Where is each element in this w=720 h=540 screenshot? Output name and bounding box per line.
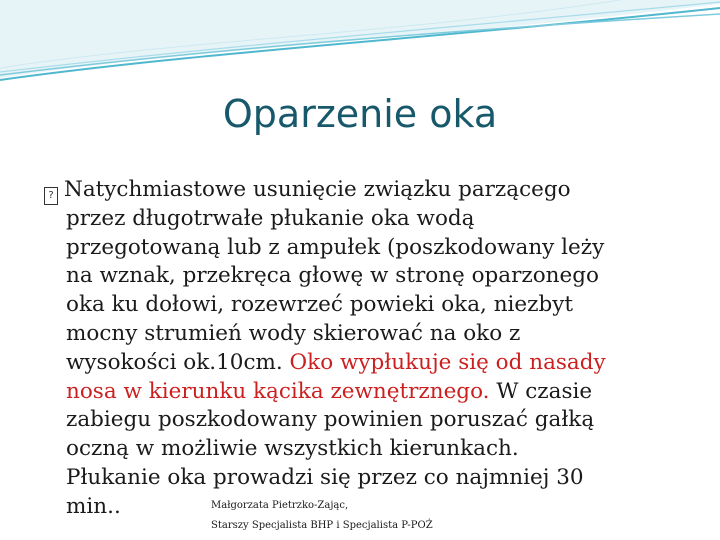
slide-body xyxy=(44,176,690,522)
body-line: Płukanie oka prowadzi się przez co najmniej 30 xyxy=(66,464,584,490)
author-role: Starszy Specjalista BHP i Specjalista P-POŻ xyxy=(211,520,433,531)
body-line: oka ku dołowi, rozewrzeć powieki oka, niezbyt xyxy=(66,292,574,318)
body-line: min.. xyxy=(66,493,121,519)
body-line xyxy=(44,349,690,378)
author-name: Małgorzata Pietrzko-Zając, xyxy=(211,500,349,511)
highlighted-text: Oko wypłukuje się od nasady xyxy=(289,349,606,375)
body-line: oczną w możliwie wszystkich kierunkach. xyxy=(66,436,519,462)
body-line: na wznak, przekręca głowę w stronę oparzonego xyxy=(66,263,599,289)
body-text-black: W czasie xyxy=(489,378,593,404)
missing-glyph-box-icon: ? xyxy=(44,187,58,205)
slide-title: Oparzenie oka xyxy=(222,92,498,136)
body-line: przegotowaną lub z ampułek (poszkodowany leży xyxy=(66,234,605,260)
decorative-wave-header xyxy=(0,0,720,90)
body-line: zabiegu poszkodowany powinien poruszać gałką xyxy=(66,407,595,433)
highlighted-text: nosa w kierunku kącika zewnętrznego. xyxy=(66,378,490,404)
body-line-text: Natychmiastowe usunięcie związku parzącego xyxy=(64,177,571,202)
body-line: mocny strumień wody skierować na oko z xyxy=(66,320,521,346)
body-text-black: wysokości ok.10cm. xyxy=(66,349,290,375)
body-line: przez długotrwałe płukanie oka wodą xyxy=(66,205,475,231)
author-credit xyxy=(211,496,433,536)
body-line xyxy=(44,378,690,407)
body-line xyxy=(44,176,690,205)
